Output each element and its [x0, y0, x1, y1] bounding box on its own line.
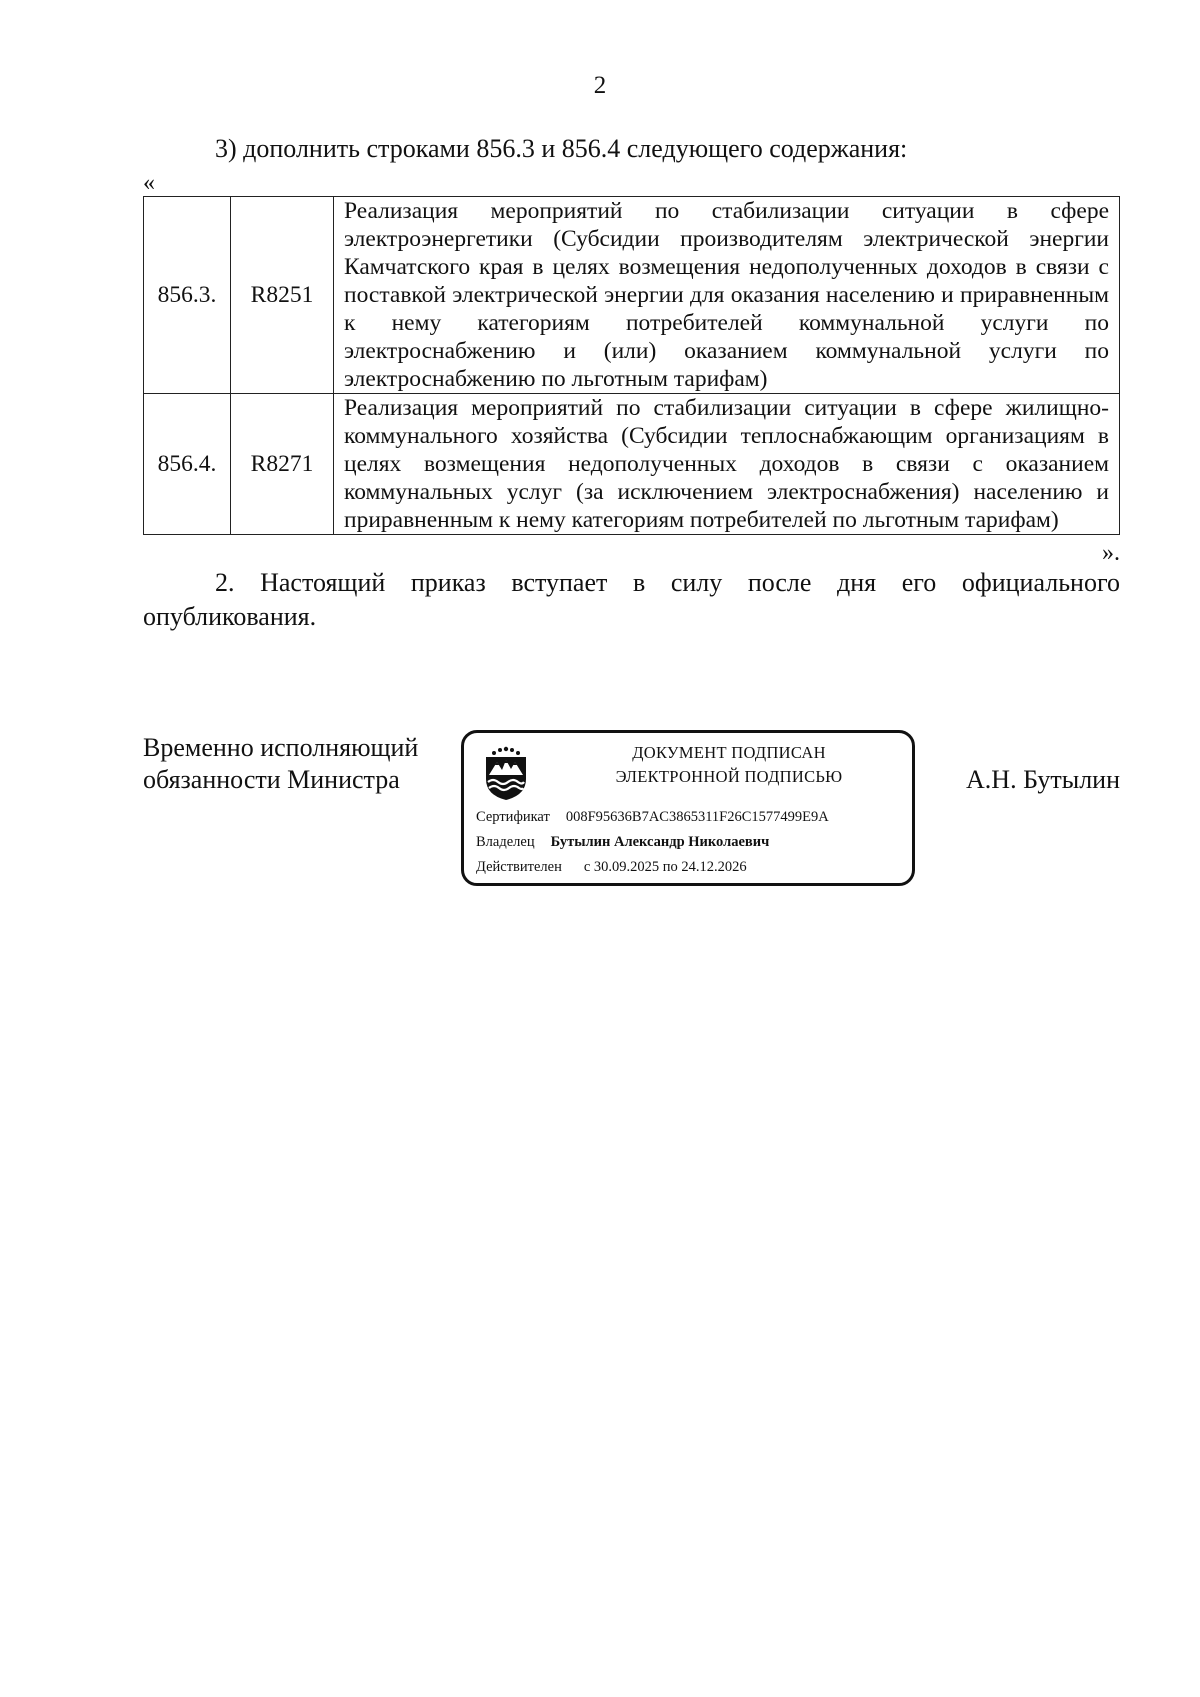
row-code: R8251: [231, 197, 334, 394]
stamp-validity-row: [476, 859, 747, 876]
close-quote: ».: [1102, 540, 1120, 566]
row-description: Реализация мероприятий по стабилизации ситуации в сфере электроэнергетики (Субсидии производителям электрической энергии Камчатского края в целях возмещения недополученных доходов в связи с поставкой электрической энергии для оказания населению и приравненным к нему категориям потребителей коммунальной услуги по электроснабжению и (или) оказанием коммунальной услуги по электроснабжению по льготным тарифам): [334, 197, 1120, 394]
signer-name: А.Н. Бутылин: [966, 765, 1120, 794]
owner-label: Владелец: [476, 834, 535, 850]
row-number: 856.3.: [144, 197, 231, 394]
row-number: 856.4.: [144, 394, 231, 535]
stamp-owner-row: [476, 834, 769, 851]
electronic-signature-stamp: [461, 730, 915, 886]
page-number: 2: [593, 72, 607, 99]
table-row: [144, 394, 1120, 535]
owner-value: Бутылин Александр Николаевич: [550, 834, 770, 850]
validity-label: Действителен: [476, 859, 562, 875]
certificate-label: Сертификат: [476, 809, 550, 825]
certificate-value: 008F95636B7AC3865311F26C1577499E9A: [565, 809, 829, 825]
table-row: [144, 197, 1120, 394]
effective-date-paragraph: 2. Настоящий приказ вступает в силу после дня его официального опубликования.: [143, 568, 1120, 631]
signer-role-line: Временно исполняющий: [143, 733, 419, 762]
row-description: Реализация мероприятий по стабилизации ситуации в сфере жилищно-коммунального хозяйства (Субсидии теплоснабжающим организациям в целях возмещения недополученных доходов в связи с оказанием коммунальных услуг (за исключением электроснабжения) населению и приравненным к нему категориям потребителей по льготным тарифам): [334, 394, 1120, 535]
open-quote: «: [143, 170, 155, 196]
stamp-title-line: ДОКУМЕНТ ПОДПИСАН: [632, 743, 826, 762]
amendment-table: [143, 196, 1120, 535]
kamchatka-coat-of-arms-icon: [480, 745, 532, 801]
stamp-certificate-row: [476, 809, 829, 826]
stamp-title-line: ЭЛЕКТРОННОЙ ПОДПИСЬЮ: [615, 767, 843, 786]
signer-role: [143, 732, 418, 796]
signer-role-line: обязанности Министра: [143, 765, 400, 794]
amendment-intro: 3) дополнить строками 856.3 и 856.4 следующего содержания:: [215, 134, 908, 163]
validity-value: с 30.09.2025 по 24.12.2026: [583, 859, 747, 875]
row-code: R8271: [231, 394, 334, 535]
